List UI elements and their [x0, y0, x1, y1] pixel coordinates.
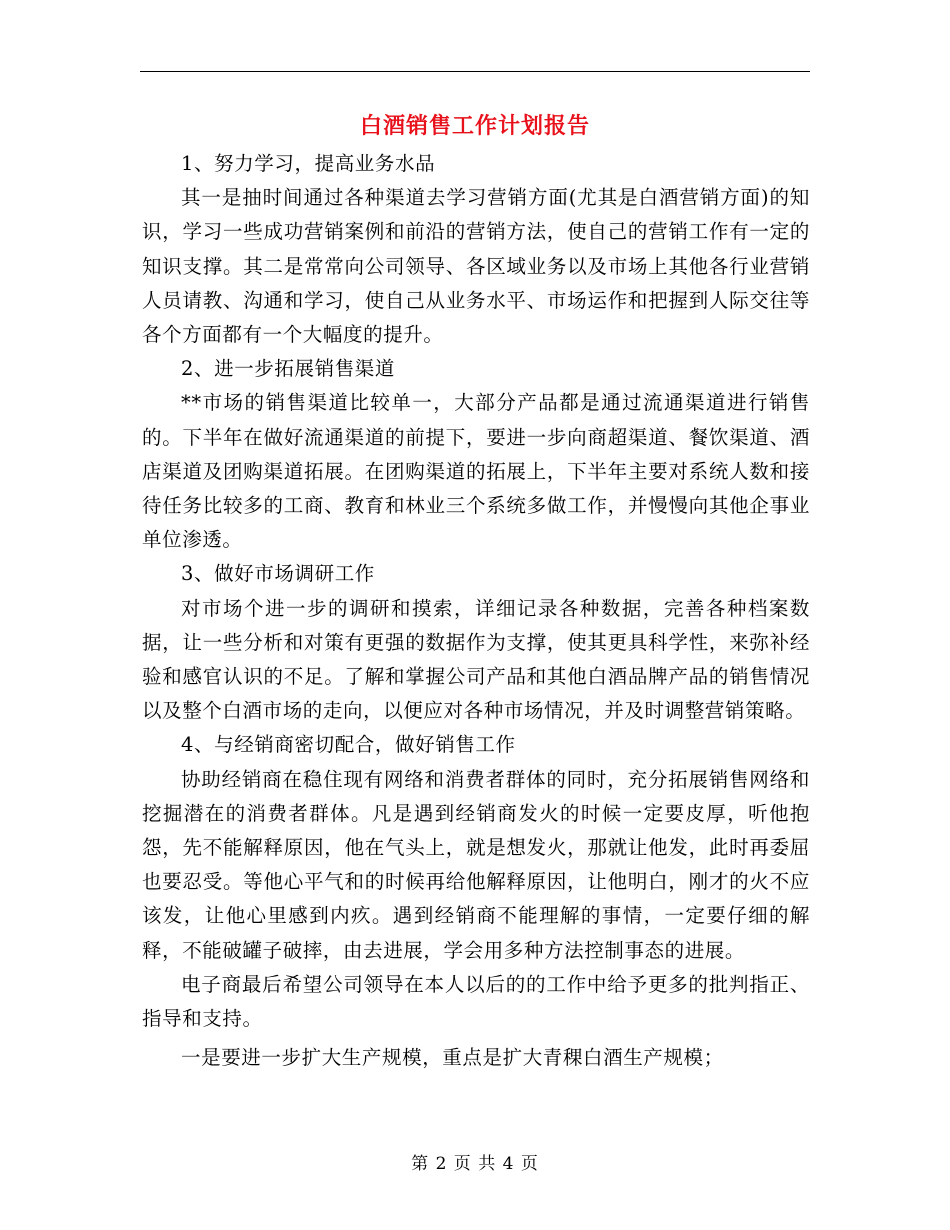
paragraph-1: 其一是抽时间通过各种渠道去学习营销方面(尤其是白酒营销方面)的知识，学习一些成功营销案例和前沿的营销方法，使自己的营销工作有一定的知识支撑。其二是常常向公司领导、各区域业务以及市场上其他各行业营销人员请教、沟通和学习，使自己从业务水平、市场运作和把握到人际交往等各个方面都有一个大幅度的提升。: [142, 186, 810, 347]
header-rule: [140, 71, 810, 72]
heading-1: 1、努力学习，提高业务水品: [181, 152, 436, 175]
paragraph-4: 协助经销商在稳住现有网络和消费者群体的同时，充分拓展销售网络和挖掘潜在的消费者群体。凡是遇到经销商发火的时候一定要皮厚，听他抱怨，先不能解释原因，他在气头上，就是想发火，那就让他发，此时再委屈也要忍受。等他心平气和的时候再给他解释原因，让他明白，刚才的火不应该发，让他心里感到内疚。遇到经销商不能理解的事情，一定要仔细的解释，不能破罐子破摔，由去进展，学会用多种方法控制事态的进展。: [142, 767, 810, 962]
paragraph-6: 一是要进一步扩大生产规模，重点是扩大青稞白酒生产规模；: [181, 1046, 724, 1070]
paragraph-5: 电子商最后希望公司领导在本人以后的的工作中给予更多的批判指正、指导和支持。: [142, 972, 810, 1031]
heading-4: 4、与经销商密切配合，做好销售工作: [181, 733, 516, 757]
heading-2: 2、进一步拓展销售渠道: [181, 357, 396, 381]
paragraph-2: **市场的销售渠道比较单一，大部分产品都是通过流通渠道进行销售的。下半年在做好流通渠道的前提下，要进一步向商超渠道、餐饮渠道、酒店渠道及团购渠道拓展。在团购渠道的拓展上，下半年主要对系统人数和接待任务比较多的工商、教育和林业三个系统多做工作，并慢慢向其他企事业单位渗透。: [142, 391, 810, 552]
paragraph-3: 对市场个进一步的调研和摸索，详细记录各种数据，完善各种档案数据，让一些分析和对策有更强的数据作为支撑，使其更具科学性，来弥补经验和感官认识的不足。了解和掌握公司产品和其他白酒品牌产品的销售情况以及整个白酒市场的走向，以便应对各种市场情况，并及时调整营销策略。: [142, 596, 810, 723]
document-title: 白酒销售工作计划报告: [359, 113, 590, 139]
page-number: 第 2 页 共 4 页: [411, 1154, 539, 1174]
heading-3: 3、做好市场调研工作: [181, 562, 375, 586]
document-body: [142, 147, 810, 1075]
